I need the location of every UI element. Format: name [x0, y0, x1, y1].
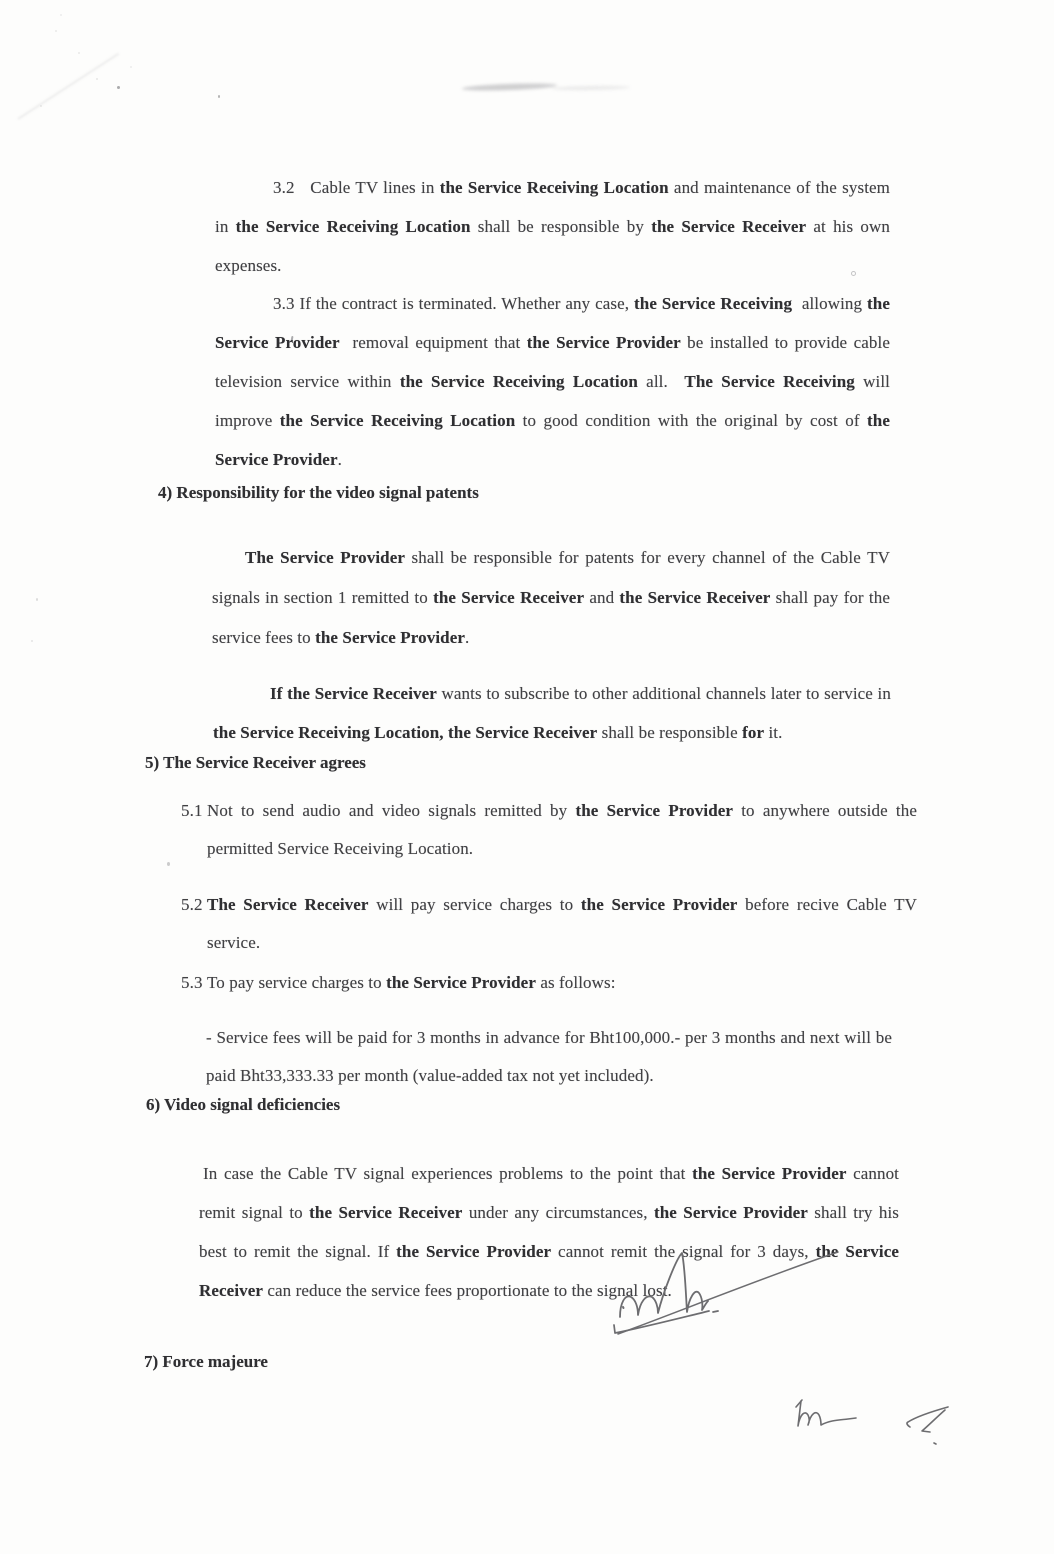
paragraph-3-3: 3.3 If the contract is terminated. Whether any case, the Service Receiving allowing the Service Provider removal equipment that the Service Provider be installed to provide cable television service within the Service Receiving Location all. The Service Receiving will improve the Service Receiving Location to good condition with the original by cost of the Service Provider. [215, 294, 890, 469]
scan-crease [17, 53, 119, 120]
scan-speckle [167, 862, 170, 866]
scan-speckle [36, 598, 38, 601]
initial-left-scribble [788, 1392, 866, 1436]
paragraph-4-2: If the Service Receiver wants to subscribe to other additional channels later to service in the Service Receiving Location, the Service Receiver shall be responsible for it. [213, 684, 891, 742]
list-item-number: 5.3 [181, 973, 203, 992]
list-item-text: To pay service charges to the Service Provider as follows: [207, 973, 616, 992]
scan-speckle [78, 52, 80, 54]
section-heading-6: 6) Video signal deficiencies [146, 1095, 341, 1114]
scan-smudge [552, 85, 630, 90]
list-item-number: 5.1 [181, 801, 203, 820]
section-heading-7: 7) Force majeure [144, 1352, 268, 1371]
list-item-number: 5.2 [181, 895, 203, 914]
list-item-5-1 [181, 792, 917, 868]
scan-smudge [462, 82, 557, 91]
paragraph-6: In case the Cable TV signal experiences problems to the point that the Service Provider cannot remit signal to the Service Receiver under any circumstances, the Service Provider shall try his best to remit the signal. If the Service Provider cannot remit the signal for 3 days, the Service Receiver can reduce the service fees proportionate to the signal lost. [199, 1164, 899, 1300]
scan-speckle [130, 66, 132, 68]
scan-speckle [60, 14, 62, 16]
paragraph-4-1: The Service Provider shall be responsible for patents for every channel of the Cable TV signals in section 1 remitted to the Service Receiver and the Service Receiver shall pay for the service fees to the Service Provider. [212, 548, 890, 647]
scan-speckle [55, 30, 57, 32]
section-heading-5: 5) The Service Receiver agrees [145, 753, 366, 772]
list-item-text: Not to send audio and video signals remitted by the Service Provider to anywhere outside the permitted Service Receiving Location. [207, 801, 917, 858]
paragraph-3-2: 3.2 Cable TV lines in the Service Receiving Location and maintenance of the system in the Service Receiving Location shall be responsible by the Service Receiver at his own expenses. [215, 178, 891, 275]
scan-speckle [218, 95, 220, 98]
list-item-text: The Service Receiver will pay service charges to the Service Provider before recive Cable TV service. [207, 895, 917, 952]
list-item-5-2 [181, 886, 917, 962]
signature-scribble [610, 1245, 845, 1340]
section-heading-4: 4) Responsibility for the video signal patents [158, 483, 479, 502]
scan-speckle [96, 78, 98, 80]
scan-speckle [117, 86, 120, 89]
initial-right-scribble [900, 1398, 960, 1448]
scan-speckle [40, 105, 42, 107]
paragraph-5-3-fees: - Service fees will be paid for 3 months in advance for Bht100,000.- per 3 months and next will be paid Bht33,333.33 per month (value-added tax not yet included). [206, 1028, 892, 1085]
list-item-5-3 [181, 964, 917, 1002]
scan-speckle [31, 640, 33, 642]
